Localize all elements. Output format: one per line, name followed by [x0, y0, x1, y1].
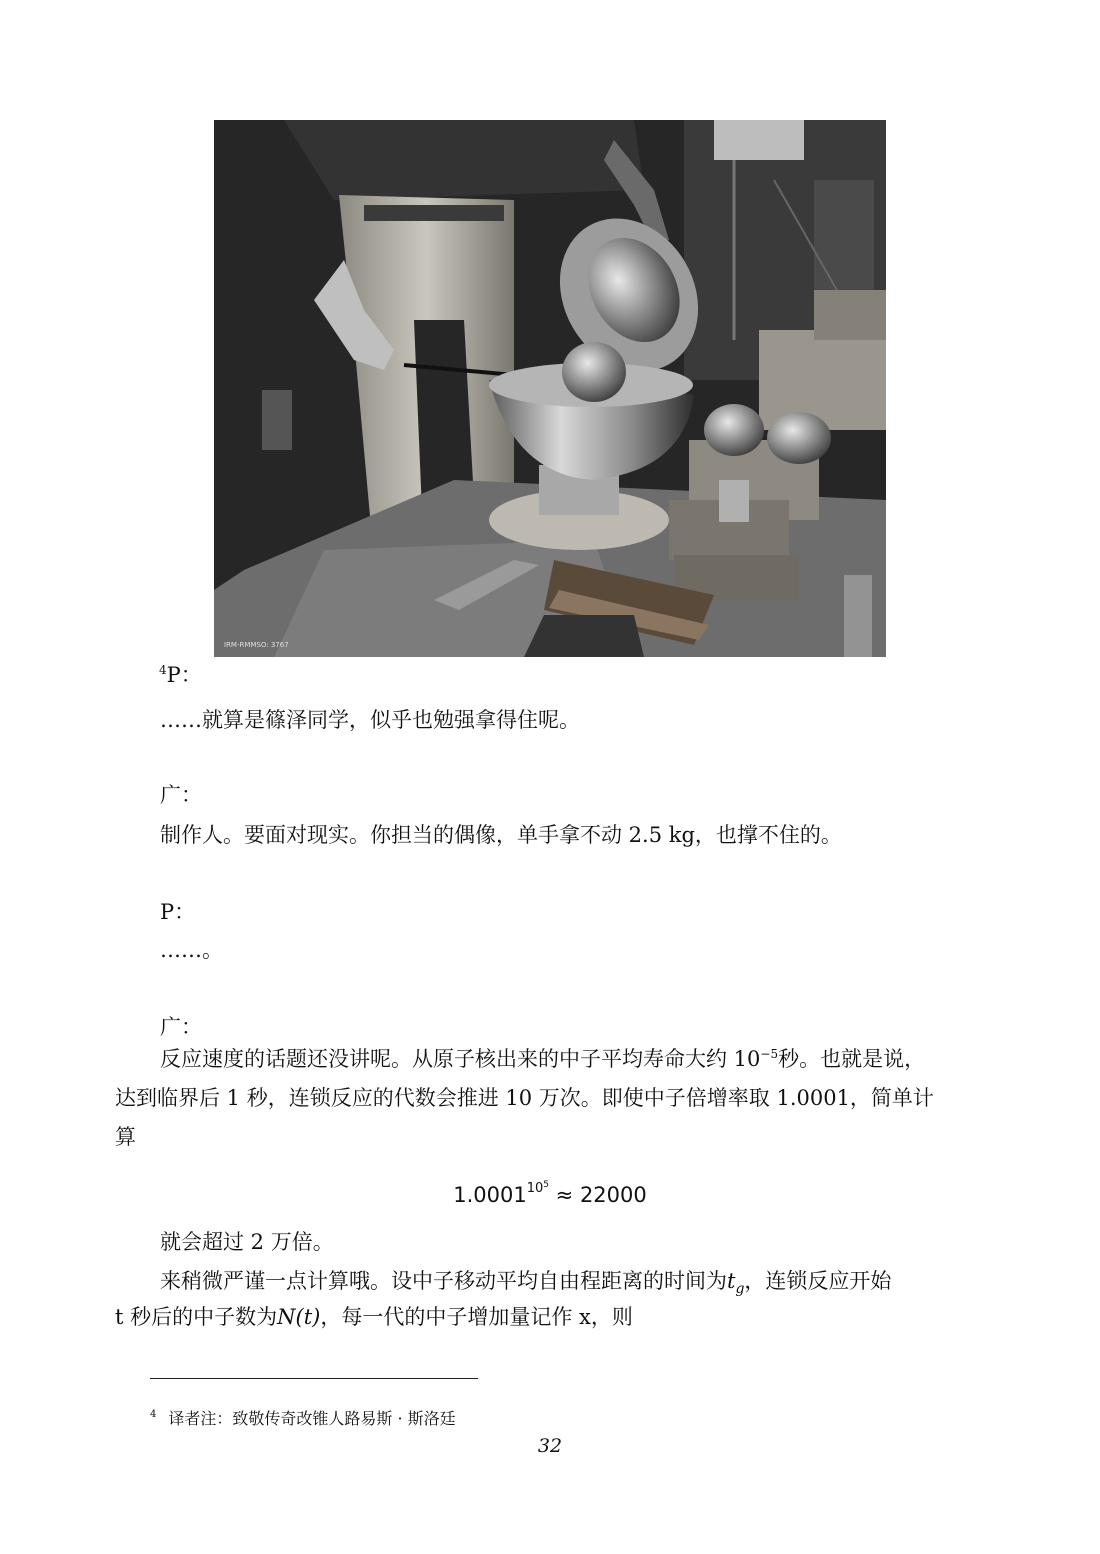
paragraph-3-line-a: 来稍微严谨一点计算哦。设中子移动平均自由程距离的时间为$t_g$，连锁反应开始	[160, 1269, 892, 1298]
paragraph-3-line-b: t 秒后的中子数为N(t)，每一代的中子增加量记作 x，则	[115, 1305, 633, 1329]
speaker-p-2: P：	[160, 900, 196, 924]
footnote	[150, 1404, 456, 1430]
footnote-ref: 4	[159, 663, 167, 677]
footnote-mark: 4	[150, 1409, 157, 1420]
speaker-hiro-2: 广：	[160, 1015, 202, 1039]
dialogue-line-2: 制作人。要面对现实。你担当的偶像，单手拿不动 2.5 kg，也撑不住的。	[160, 823, 842, 847]
footnote-text: 译者注：致敬传奇改锥人路易斯 · 斯洛廷	[168, 1409, 456, 1428]
speaker-p-footnoted	[159, 660, 202, 690]
dialogue-line-1: ……就算是篠泽同学，似乎也勉强拿得住呢。	[160, 708, 580, 732]
photo-stamp: IRM-RMMSO: 3767	[224, 641, 289, 649]
paragraph-1-line-a: 反应速度的话题还没讲呢。从原子核出来的中子平均寿命大约 $10^{-5}$秒。也就是说，	[160, 1047, 926, 1071]
footnote-divider	[150, 1378, 478, 1379]
historical-photo	[214, 120, 886, 657]
speaker-hiro-1: 广：	[160, 783, 202, 807]
dialogue-line-3: ……。	[160, 938, 223, 962]
paragraph-2: 就会超过 2 万倍。	[160, 1230, 334, 1254]
page-number: 32	[537, 1435, 563, 1457]
speaker-label: P：	[166, 663, 202, 687]
paragraph-1-line-b: 达到临界后 1 秒，连锁反应的代数会推进 10 万次。即使中子倍增率取 1.0001，简单计	[115, 1086, 934, 1110]
exponent: −5	[760, 1047, 779, 1061]
formula: $1.0001^{10^5} \approx 22000$	[453, 1180, 647, 1207]
paragraph-1-line-c: 算	[115, 1125, 136, 1149]
